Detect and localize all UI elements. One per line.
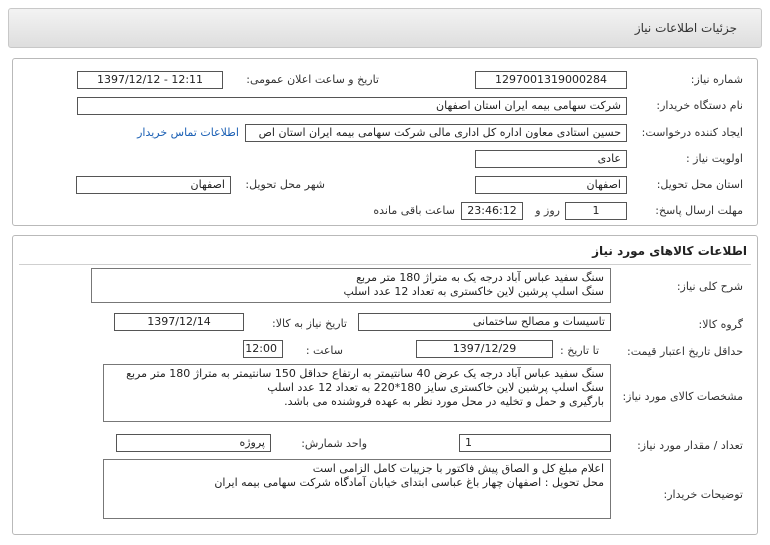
days-field[interactable]: 1 [565,202,627,220]
need-date-field[interactable]: 1397/12/14 [114,313,244,331]
quantity-field[interactable]: 1 [459,434,611,452]
specs-field[interactable] [103,364,611,422]
need-date-label: تاریخ نیاز به کالا: [272,317,347,330]
page-header [8,8,762,48]
section-divider [19,264,751,265]
need-number-field[interactable]: 1297001319000284 [475,71,627,89]
general-desc-label: شرح کلی نیاز: [676,280,743,293]
until-date-label: تا تاریخ : [560,344,599,357]
general-desc-line: سنگ سفید عباس آباد درجه یک به متراژ 180 متر مربع [356,271,604,284]
deadline-label: مهلت ارسال پاسخ: [655,204,743,217]
days-unit-label: روز و [535,204,560,217]
buyer-contact-link[interactable]: اطلاعات تماس خریدار [137,126,239,139]
goods-group-field[interactable]: تاسیسات و مصالح ساختمانی [358,313,611,331]
price-validity-label: حداقل تاریخ اعتبار قیمت: [627,345,743,358]
buyer-org-label: نام دستگاه خریدار: [656,99,743,112]
buyer-notes-field[interactable] [103,459,611,519]
goods-section-title: اطلاعات کالاهای مورد نیاز [592,244,747,258]
time-remaining-field[interactable]: 23:46:12 [461,202,523,220]
province-field[interactable]: اصفهان [475,176,627,194]
specs-line: بارگیری و حمل و تخلیه در محل مورد نظر به عهده فروشنده می باشد. [284,395,604,408]
announce-datetime-label: تاریخ و ساعت اعلان عمومی: [246,73,379,86]
time-label: ساعت : [305,344,343,357]
time-field[interactable]: 12:00 [243,340,283,358]
need-info-panel [12,58,758,226]
specs-label: مشخصات کالای مورد نیاز: [622,390,743,403]
goods-info-panel [12,235,758,535]
announce-datetime-field[interactable]: 1397/12/12 - 12:11 [77,71,223,89]
until-date-field[interactable]: 1397/12/29 [416,340,553,358]
priority-field[interactable]: عادی [475,150,627,168]
unit-field[interactable]: پروژه [116,434,271,452]
requester-field[interactable]: حسین استادی معاون اداره کل اداری مالی شرکت سهامی بیمه ایران استان اص [245,124,627,142]
goods-group-label: گروه کالا: [698,318,743,331]
city-label: شهر محل تحویل: [245,178,325,191]
buyer-notes-line: محل تحویل : اصفهان چهار باغ عباسی ابتدای خیابان آمادگاه شرکت سهامی بیمه ایران [214,476,604,489]
city-field[interactable]: اصفهان [76,176,231,194]
requester-label: ایجاد کننده درخواست: [641,126,743,139]
buyer-org-field[interactable]: شرکت سهامی بیمه ایران استان اصفهان [77,97,627,115]
page-title: جزئیات اطلاعات نیاز [634,21,737,35]
time-remaining-label: ساعت باقی مانده [373,204,455,217]
buyer-notes-label: توضیحات خریدار: [663,488,743,501]
general-desc-field[interactable] [91,268,611,303]
quantity-label: تعداد / مقدار مورد نیاز: [637,439,743,452]
unit-label: واحد شمارش: [301,437,367,450]
specs-line: سنگ اسلپ پرشین لاین خاکستری سایز 180*220 به تعداد 12 عدد اسلپ [267,381,604,394]
need-number-label: شماره نیاز: [690,73,743,86]
specs-line: سنگ سفید عباس آباد درجه یک عرض 40 سانتیمتر به ارتفاع حداقل 150 سانتیمتر به متراژ 180 متر مربع [126,367,604,380]
province-label: استان محل تحویل: [656,178,743,191]
priority-label: اولویت نیاز : [685,152,743,165]
general-desc-line: سنگ اسلپ پرشین لاین خاکستری به تعداد 12 عدد اسلپ [343,285,604,298]
buyer-notes-line: اعلام مبلغ کل و الصاق پیش فاکتور با جزییات کامل الزامی است [312,462,604,475]
